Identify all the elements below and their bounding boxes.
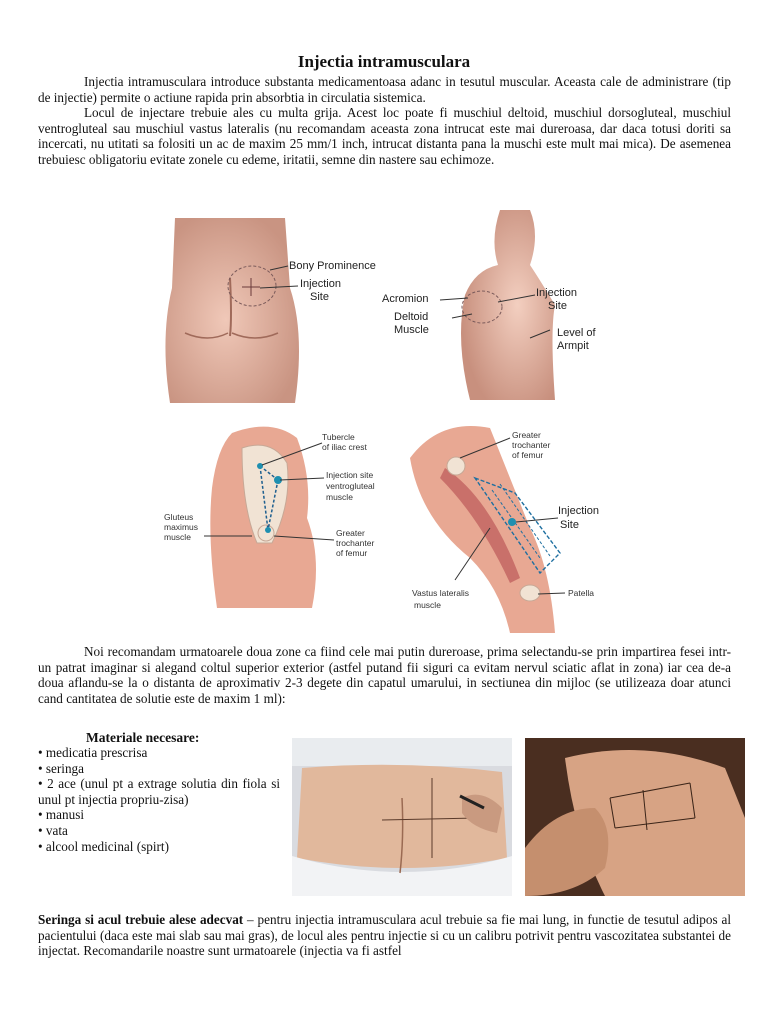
label-injection-site-vg: Injection site <box>326 470 374 480</box>
paragraph-recommendation-text: Noi recomandam urmatoarele doua zone ca fiind cele mai putin dureroase, prima selectandu-se prin impartirea fesei intr-un patrat imaginar si alegand coltul superior exterior (astfel putand fii siguri ca evitam nervul sciatic aflat in zona) iar cea de-a doua aflandu-se la o distanta de aproximativ 2-3 degete din capatul umarului, in sectiunea din mijloc (se utilizeaza doar atunci cand cantitatea de solutie este de maxim 1 ml): <box>38 644 731 706</box>
label-site-thigh: Site <box>560 519 579 531</box>
shoulder-illustration <box>380 210 610 400</box>
label-muscle: Muscle <box>394 324 429 336</box>
paragraph-site-text: Locul de injectare trebuie ales cu multa grija. Acest loc poate fi muschiul deltoid, muschiul dorsogluteal, muschiul ventrogluteal sau muschiul vastus lateralis (nu recomandam aceasta zona intrucat este mai dureroasa, dar daca totusi doriti sa incercati, nu utitati sa folositi un ac de maxim 25 mm/1 inch, intrucat distanta pana la muschi este mult mai mica). De asemenea trebuiesc obligatoriu evitate zonele cu edeme, iritatii, semne din nastere sau echimoze. <box>38 105 731 167</box>
label-vastus: Vastus lateralis <box>412 588 470 598</box>
figure-vastus-lateralis-site <box>400 418 610 633</box>
label-femur-hip: of femur <box>336 548 368 558</box>
materials-item: • alcool medicinal (spirt) <box>38 838 169 854</box>
materials-item: • vata <box>38 822 68 838</box>
body-shape <box>165 218 299 403</box>
label-site: Site <box>310 291 329 303</box>
label-armpit: Armpit <box>557 340 589 352</box>
materials-item: • seringa <box>38 760 84 776</box>
materials-heading: Materiale necesare: <box>86 730 200 745</box>
thigh-illustration <box>400 418 610 633</box>
paragraph-site <box>38 105 731 167</box>
label-greater-hip: Greater <box>336 528 365 538</box>
buttock-illustration <box>160 218 400 403</box>
label-injection-shoulder: Injection <box>536 287 577 299</box>
paragraph-syringe <box>38 912 731 959</box>
photo-shoulder-illustration <box>525 738 745 896</box>
label-gluteus-muscle: muscle <box>164 532 191 542</box>
paragraph-intro <box>38 74 731 105</box>
label-tubercle: Tubercle <box>322 432 355 442</box>
label-trochanter-hip: trochanter <box>336 538 375 548</box>
label-injection-thigh: Injection <box>558 505 599 517</box>
photo-buttock-illustration <box>292 738 512 896</box>
photo-shoulder-quadrant <box>525 738 745 896</box>
label-level-of: Level of <box>557 327 596 339</box>
label-ventrogluteal: ventrogluteal <box>326 481 375 491</box>
page-title: Injectia intramusculara <box>297 52 471 71</box>
label-acromion: Acromion <box>382 293 429 305</box>
label-site-shoulder: Site <box>548 300 567 312</box>
photo-buttock-quadrant <box>292 738 512 896</box>
label-femur-thigh: of femur <box>512 450 544 460</box>
figure-dorsogluteal-site <box>160 218 400 403</box>
materials-item: • manusi <box>38 807 85 823</box>
figure-deltoid-site <box>380 210 610 400</box>
label-vg-muscle: muscle <box>326 492 353 502</box>
label-injection: Injection <box>300 278 341 290</box>
paragraph-syringe-text: – pentru injectia intramusculara acul trebuie sa fie mai lung, in functie de tesutul adipos al pacientului (daca este mai slab sau mai gras), de locul ales pentru injectie si cu un calibru potrivit pentru vascozitatea substantei de injectat. Recomandarile noastre sunt urmatoarele (injectia va fi astfel <box>38 912 731 959</box>
label-gluteus: Gluteus <box>164 512 194 522</box>
materials-item: • medicatia prescrisa <box>38 745 148 760</box>
label-deltoid: Deltoid <box>394 311 429 323</box>
paragraph-recommendation <box>38 644 731 706</box>
figure-ventrogluteal-site <box>162 418 400 608</box>
label-patella: Patella <box>568 588 594 598</box>
materials-list <box>38 745 280 854</box>
materials-item: • 2 ace (unul pt a extrage solutia din fiola si unul pt injectia propriu-zisa) <box>38 776 280 807</box>
paragraph-intro-text: Injectia intramusculara introduce substanta medicamentoasa adanc in tesutul muscular. Aceasta cale de administrare (tip de injectie) permite o actiune rapida prin absorbtia in circulatia sistemica. <box>38 74 731 105</box>
label-vastus-muscle: muscle <box>414 600 441 610</box>
paragraph-syringe-bold: Seringa si acul trebuie alese adecvat <box>38 912 244 927</box>
label-trochanter-thigh: trochanter <box>512 440 551 450</box>
label-bony-prominence: Bony Prominence <box>289 260 376 272</box>
label-maximus: maximus <box>164 522 199 532</box>
label-greater-thigh: Greater <box>512 430 541 440</box>
hip-illustration <box>162 418 400 608</box>
label-iliac-crest: of iliac crest <box>322 442 367 452</box>
